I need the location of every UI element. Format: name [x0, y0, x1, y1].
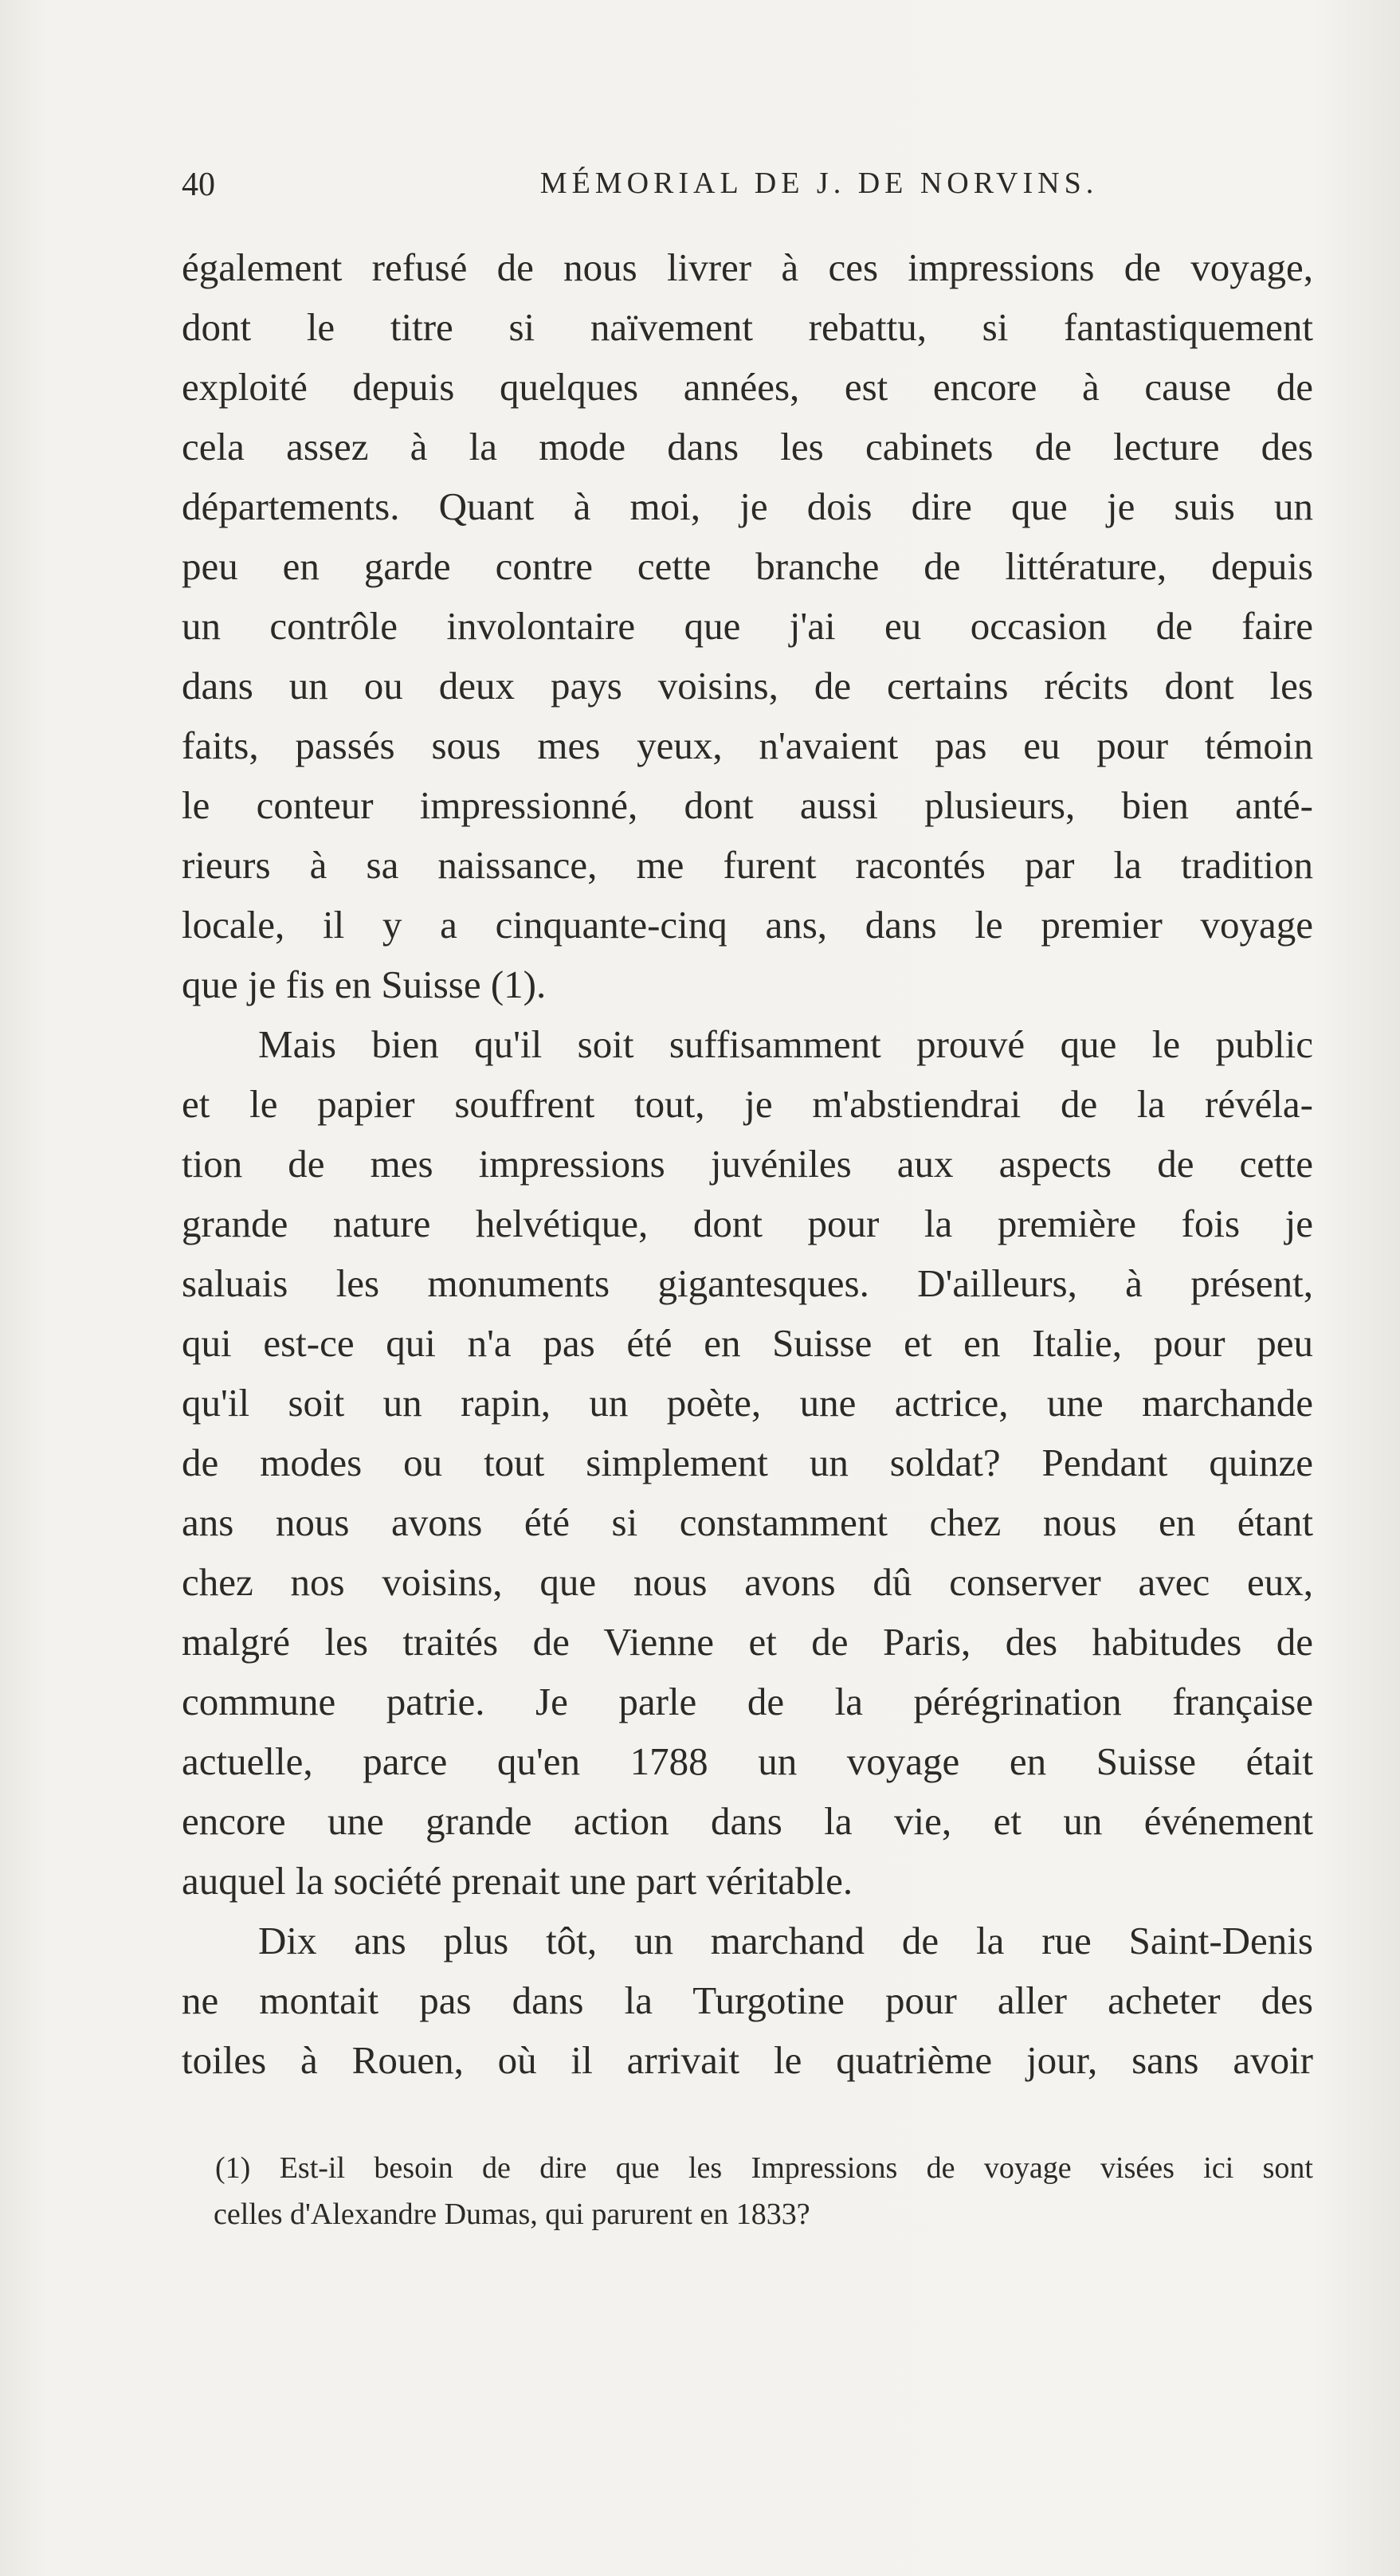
text-line: tion de mes impressions juvéniles aux aspects de cette: [182, 1142, 1313, 1186]
text-line: Dix ans plus tôt, un marchand de la rue Saint-Denis: [258, 1919, 1313, 1962]
page-header: [182, 166, 1313, 214]
text-line: grande nature helvétique, dont pour la première fois je: [182, 1202, 1313, 1245]
text-line: faits, passés sous mes yeux, n'avaient pas eu pour témoin: [182, 723, 1313, 767]
text-line: qu'il soit un rapin, un poète, une actrice, une marchande: [182, 1381, 1313, 1425]
text-line: de modes ou tout simplement un soldat? Pendant quinze: [182, 1441, 1313, 1484]
running-title: MÉMORIAL DE J. DE NORVINS.: [539, 167, 1099, 200]
text-line: Mais bien qu'il soit suffisamment prouvé que le public: [258, 1022, 1313, 1066]
body-text: [182, 237, 1313, 2090]
footnote: [215, 2145, 1313, 2237]
text-line: toiles à Rouen, où il arrivait le quatrième jour, sans avoir: [182, 2038, 1313, 2082]
text-line: malgré les traités de Vienne et de Paris, des habitudes de: [182, 1620, 1313, 1664]
text-line: ne montait pas dans la Turgotine pour aller acheter des: [182, 1978, 1313, 2022]
footnote-line: celles d'Alexandre Dumas, qui parurent en 1833?: [214, 2198, 810, 2231]
text-line: également refusé de nous livrer à ces impressions de voyage,: [182, 245, 1313, 289]
text-line: encore une grande action dans la vie, et un événement: [182, 1799, 1313, 1843]
text-line: que je fis en Suisse (1).: [182, 963, 547, 1006]
text-line: un contrôle involontaire que j'ai eu occasion de faire: [182, 604, 1313, 648]
text-line: qui est-ce qui n'a pas été en Suisse et en Italie, pour peu: [182, 1321, 1313, 1365]
text-line: actuelle, parce qu'en 1788 un voyage en Suisse était: [182, 1739, 1313, 1783]
page-number: 40: [182, 167, 215, 203]
text-line: rieurs à sa naissance, me furent racontés par la tradition: [182, 843, 1313, 887]
text-line: saluais les monuments gigantesques. D'ailleurs, à présent,: [182, 1261, 1313, 1305]
footnote-line: (1) Est-il besoin de dire que les Impressions de voyage visées ici sont: [215, 2151, 1313, 2185]
text-line: ans nous avons été si constamment chez nous en étant: [182, 1500, 1313, 1544]
text-line: dans un ou deux pays voisins, de certains récits dont les: [182, 664, 1313, 708]
text-line: dont le titre si naïvement rebattu, si fantastiquement: [182, 305, 1313, 349]
text-line: et le papier souffrent tout, je m'abstiendrai de la révéla-: [182, 1082, 1313, 1126]
text-line: auquel la société prenait une part véritable.: [182, 1859, 853, 1903]
text-line: chez nos voisins, que nous avons dû conserver avec eux,: [182, 1560, 1313, 1604]
text-line: départements. Quant à moi, je dois dire que je suis un: [182, 484, 1313, 528]
text-line: exploité depuis quelques années, est encore à cause de: [182, 365, 1313, 409]
text-line: locale, il y a cinquante-cinq ans, dans le premier voyage: [182, 903, 1313, 947]
text-line: commune patrie. Je parle de la pérégrination française: [182, 1680, 1313, 1723]
text-line: cela assez à la mode dans les cabinets de lecture des: [182, 425, 1313, 469]
text-line: peu en garde contre cette branche de littérature, depuis: [182, 544, 1313, 588]
text-line: le conteur impressionné, dont aussi plusieurs, bien anté-: [182, 783, 1313, 827]
